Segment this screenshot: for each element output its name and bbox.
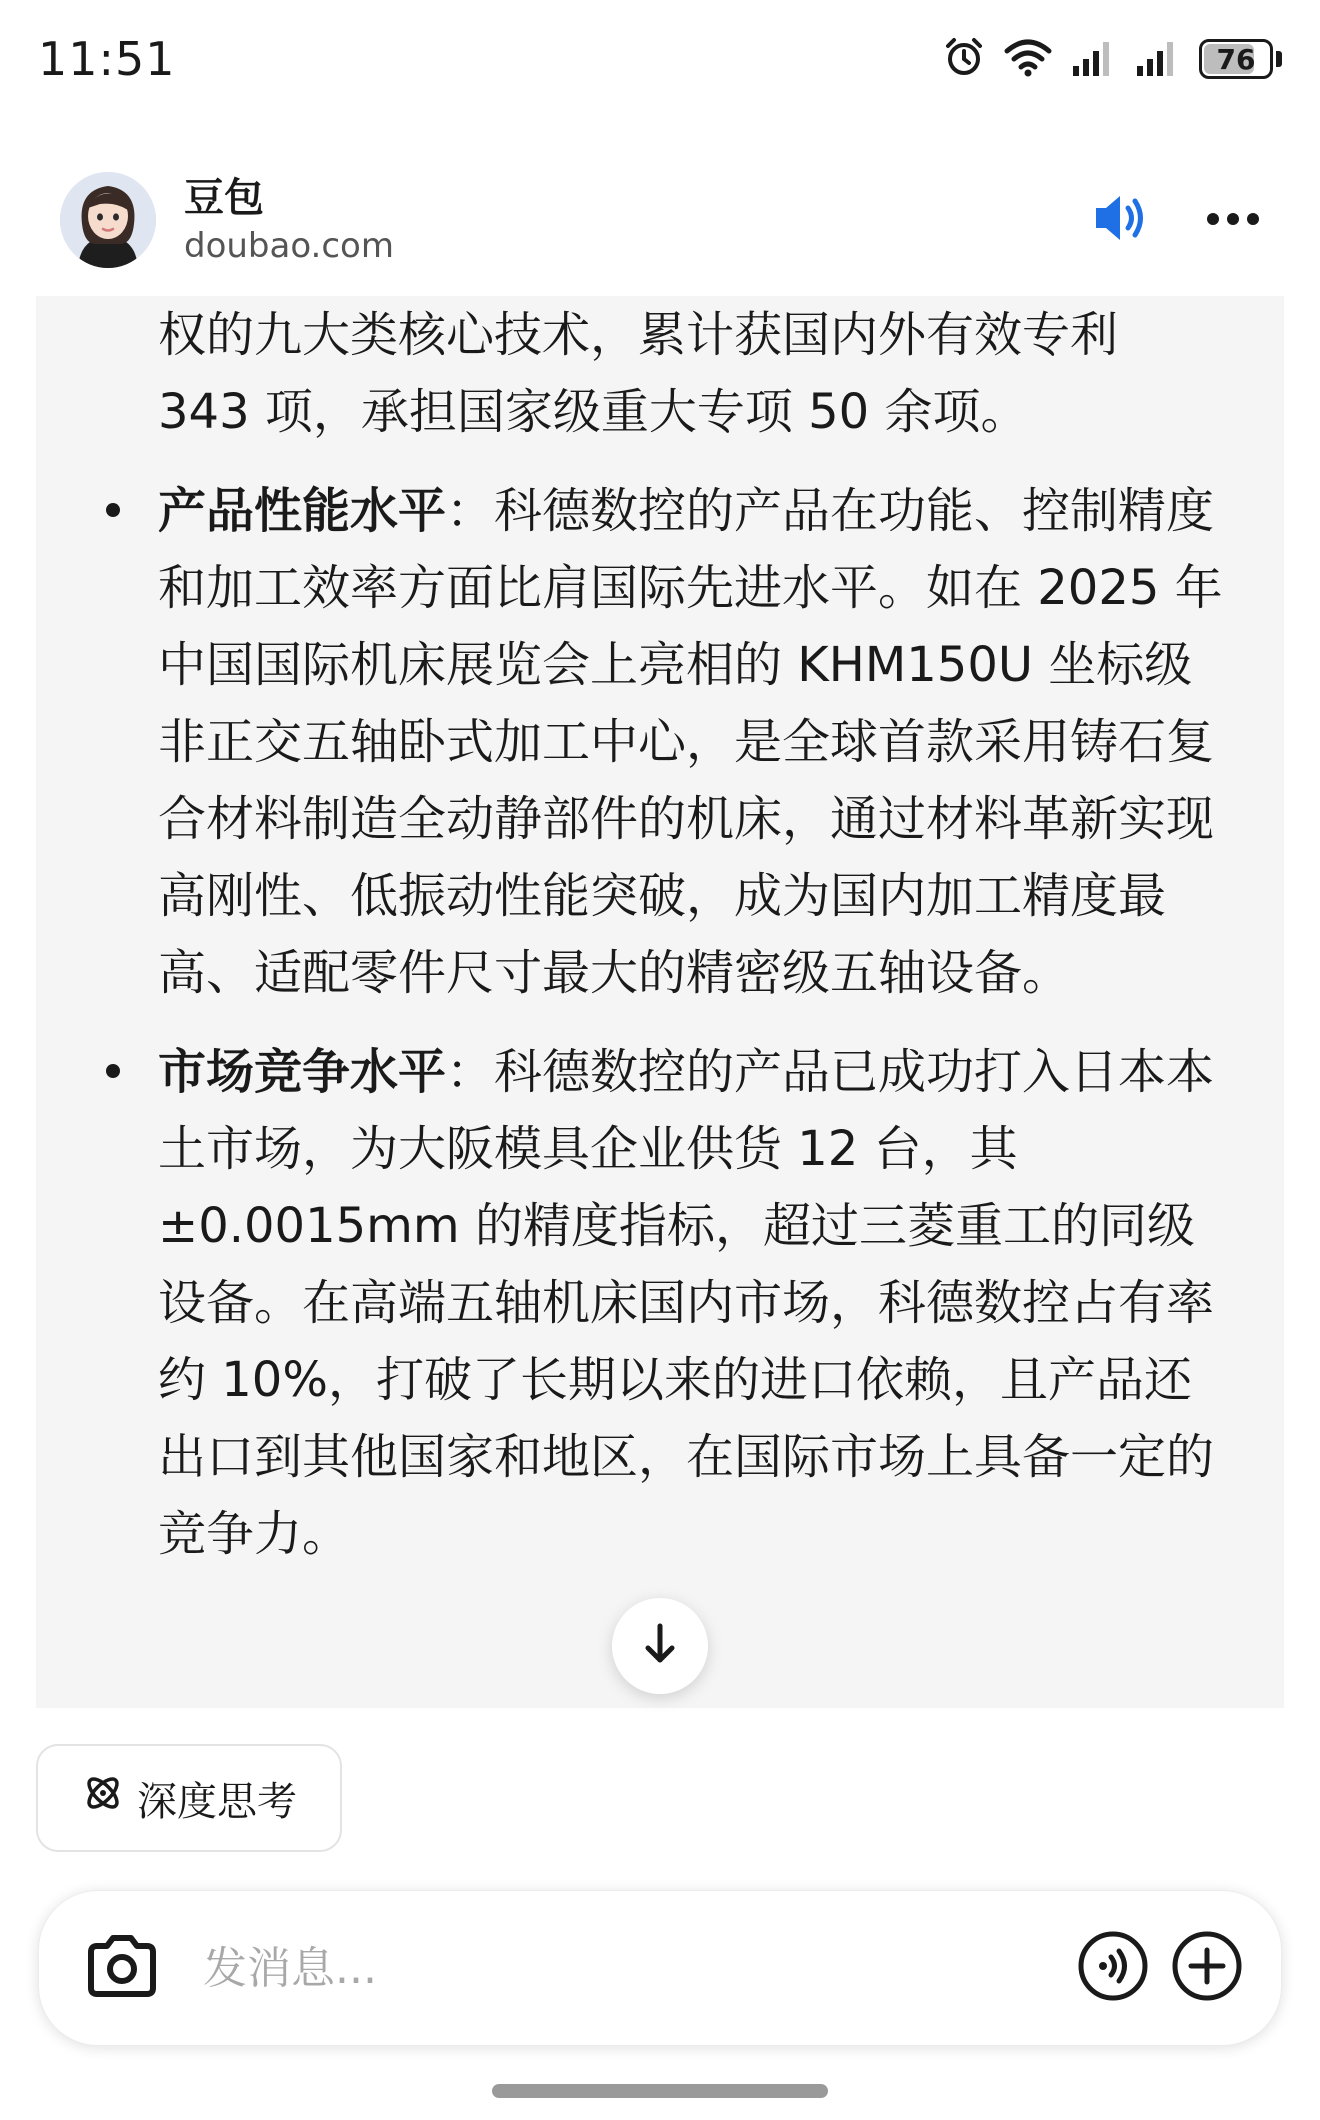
signal-icon (1071, 38, 1117, 80)
app-name: 豆包 (184, 175, 264, 221)
alarm-icon (943, 36, 985, 82)
speaker-icon[interactable] (1090, 190, 1150, 250)
plus-icon[interactable] (1171, 1930, 1243, 2006)
status-time: 11:51 (38, 32, 176, 86)
battery-icon (1199, 39, 1282, 79)
status-icons (943, 36, 1282, 82)
bullet-text: ：科德数控的产品在功能、控制精度和加工效率方面比肩国际先进水平。如在 2025 年中国国际机床展览会上亮相的 KHM150U 坐标级非正交五轴卧式加工中心，是全球首款采用铸石复合材料制造全动静部件的机床，通过材料革新实现高刚性、低振动性能突破，成为国内加工精度最高、适配零件尺寸最大的精密级五轴设备。 (158, 483, 1223, 1001)
intro-line: 权的九大类核心技术，累计获国内外有效专利 (158, 307, 1119, 363)
avatar[interactable] (60, 172, 156, 268)
message-input[interactable] (201, 1942, 1077, 1995)
scroll-down-button[interactable] (612, 1598, 708, 1694)
message-input-bar (38, 1890, 1282, 2046)
arrow-down-icon (640, 1622, 680, 1670)
signal-icon (1135, 38, 1181, 80)
bullet-dot (106, 503, 120, 517)
deep-think-button[interactable] (36, 1744, 342, 1852)
bullet-text: ：科德数控的产品已成功打入日本本土市场，为大阪模具企业供货 12 台，其 ±0.0015mm 的精度指标，超过三菱重工的同级设备。在高端五轴机床国内市场，科德数控占有率约 10%，打破了长期以来的进口依赖，且产品还出口到其他国家和地区，在国际市场上具备一定的竞争力。 (158, 1044, 1215, 1562)
list-item (158, 473, 1226, 1012)
battery-level: 76 (1216, 42, 1256, 76)
list-item (158, 1034, 1226, 1573)
bullet-title: 产品性能水平 (158, 483, 447, 539)
camera-icon[interactable] (85, 1934, 159, 2002)
atom-icon (81, 1771, 125, 1825)
bullet-title: 市场竞争水平 (158, 1044, 447, 1100)
intro-line: 343 项，承担国家级重大专项 50 余项。 (158, 384, 1029, 440)
app-domain: doubao.com (184, 226, 394, 266)
message-content (36, 296, 1284, 1708)
wifi-icon (1003, 37, 1053, 81)
deep-think-label: 深度思考 (137, 1778, 297, 1825)
chat-header (0, 150, 1320, 290)
home-indicator[interactable] (492, 2084, 828, 2098)
status-bar (0, 0, 1320, 118)
voice-icon[interactable] (1077, 1930, 1149, 2006)
bullet-dot (106, 1064, 120, 1078)
more-icon[interactable] (1206, 211, 1260, 230)
